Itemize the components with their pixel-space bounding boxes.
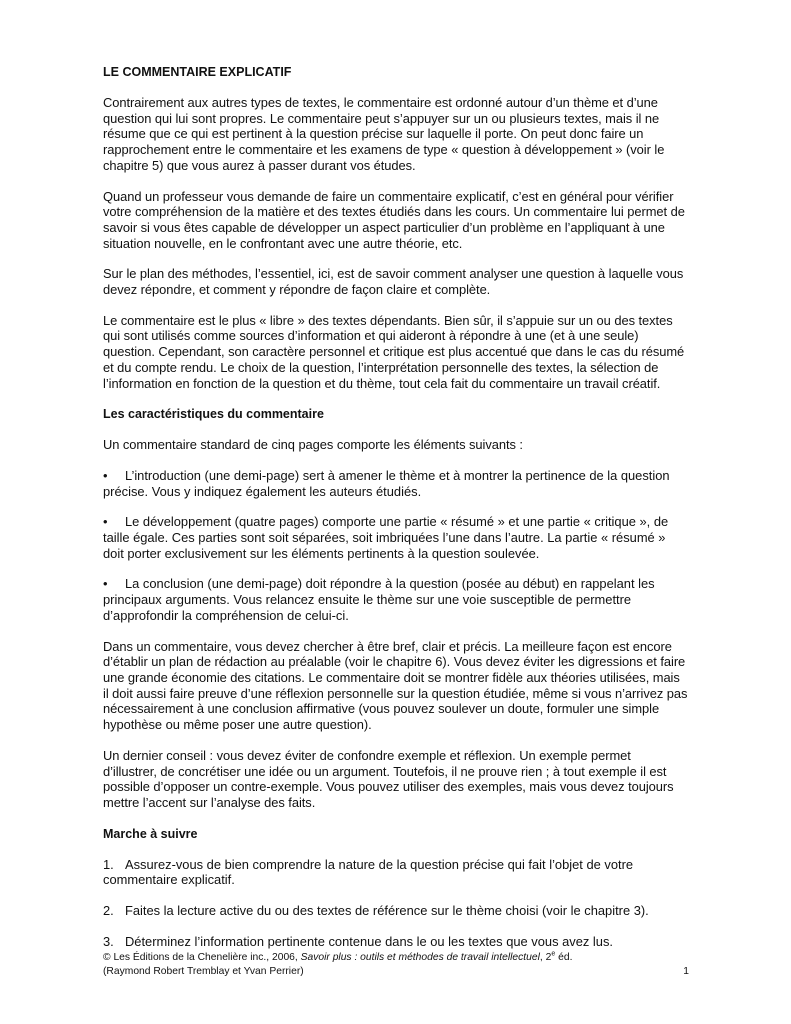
paragraph: Sur le plan des méthodes, l’essentiel, ici, est de savoir comment analyser une question à laquelle vous devez répondre, et comment y répondre de façon claire et complète. — [103, 266, 684, 298]
footer-row — [103, 965, 689, 979]
edition-suffix: éd. — [555, 952, 573, 963]
book-title: Savoir plus : outils et méthodes de travail intellectuel — [300, 952, 540, 963]
step-number: 1. — [103, 856, 114, 872]
step-item — [103, 934, 688, 950]
paragraph: Dans un commentaire, vous devez chercher à être bref, clair et précis. La meilleure façon est encore d’établir un plan de rédaction au préalable (voir le chapitre 6). Vous devez éviter les digressions et faire une grande économie des citations. Le commentaire doit se montrer fidèle aux théories utilisées, mais il doit aussi faire preuve d’une réflexion personnelle sur la question étudiée, même si vous n’arrivez pas nécessairement à une conclusion affirmative (vous pouvez soulever un doute, formuler une simple hypothèse ou même poser une autre question). — [103, 638, 688, 733]
document-page — [103, 64, 688, 964]
step-item — [103, 903, 688, 919]
section-heading-characteristics: Les caractéristiques du commentaire — [103, 407, 324, 422]
bullet-item — [103, 514, 688, 561]
step-item — [103, 857, 688, 888]
bullet-icon: • — [103, 467, 108, 483]
paragraph: Quand un professeur vous demande de faire un commentaire explicatif, c’est en général pour vérifier votre compréhension de la matière et des textes étudiés dans les cours. Un commentaire lui permet de savoir si vous êtes capable de développer un aspect particulier d’un problème en l’appliquant à une situation nouvelle, en le confrontant avec une autre théorie, etc. — [103, 188, 685, 251]
bullet-item — [103, 576, 688, 623]
bullet-text: La conclusion (une demi-page) doit répondre à la question (posée au début) en rappelant les principaux arguments. Vous relancez ensuite le thème sur une voie susceptible de permettre d’approfondir la compréhension de celui-ci. — [103, 576, 655, 623]
step-text: Assurez-vous de bien comprendre la nature de la question précise qui fait l’objet de votre commentaire explicatif. — [103, 856, 634, 888]
step-text: Faites la lecture active du ou des textes de référence sur le thème choisi (voir le chapitre 3). — [125, 903, 649, 919]
section-heading-steps: Marche à suivre — [103, 826, 198, 841]
page-number: 1 — [683, 966, 689, 977]
bullet-item — [103, 468, 688, 499]
document-title: LE COMMENTAIRE EXPLICATIF — [103, 65, 292, 79]
copyright-line — [103, 951, 689, 965]
edition-number: , 2 — [539, 952, 552, 963]
page-footer — [103, 951, 689, 979]
step-number: 2. — [103, 903, 114, 919]
bullet-icon: • — [103, 514, 108, 530]
authors-credit: (Raymond Robert Tremblay et Yvan Perrier) — [103, 966, 304, 977]
paragraph: Le commentaire est le plus « libre » des textes dépendants. Bien sûr, il s’appuie sur un ou des textes qui sont utilisés comme sources d’information et qui aideront à répondre à une (et à une seule) question. Cependant, son caractère personnel et critique est plus accentué que dans le cas du résumé et du compte rendu. Le choix de la question, l’interprétation personnelle des textes, la sélection de l’information en fonction de la question et du thème, tout cela fait du commentaire un travail créatif. — [103, 312, 685, 391]
bullet-text: L’introduction (une demi-page) sert à amener le thème et à montrer la pertinence de la question précise. Vous y indiquez également les auteurs étudiés. — [103, 467, 670, 499]
paragraph: Un dernier conseil : vous devez éviter de confondre exemple et réflexion. Un exemple permet d’illustrer, de concrétiser une idée ou un argument. Toutefois, il ne prouve rien ; à tout exemple il est possible d’opposer un contre-exemple. Vous pouvez utiliser des exemples, mais vous devez toujours mettre l’accent sur l’analyse des faits. — [103, 747, 674, 810]
step-number: 3. — [103, 933, 114, 949]
copyright-prefix: © Les Éditions de la Chenelière inc., 2006, — [103, 952, 301, 963]
paragraph: Contrairement aux autres types de textes, le commentaire est ordonné autour d’un thème et d’une question qui lui sont propres. Le commentaire peut s’appuyer sur un ou plusieurs textes, mais il ne résume que ce qui est pertinent à la question précise sur laquelle il porte. On peut donc faire un rapprochement entre le commentaire et les examens de type « question à développement » (voir le chapitre 5) que vous aurez à passer durant vos études. — [103, 95, 665, 173]
bullet-icon: • — [103, 576, 108, 592]
step-text: Déterminez l’information pertinente contenue dans le ou les textes que vous avez lus. — [125, 933, 613, 949]
edition-superscript: e — [551, 950, 556, 958]
bullet-text: Le développement (quatre pages) comporte une partie « résumé » et une partie « critique », de taille égale. Ces parties sont soit séparées, soit imbriquées l’une dans l’autre. La partie « résumé » doit porter exclusivement sur les éléments pertinents à la question soulevée. — [103, 514, 669, 561]
paragraph: Un commentaire standard de cinq pages comporte les éléments suivants : — [103, 437, 523, 453]
